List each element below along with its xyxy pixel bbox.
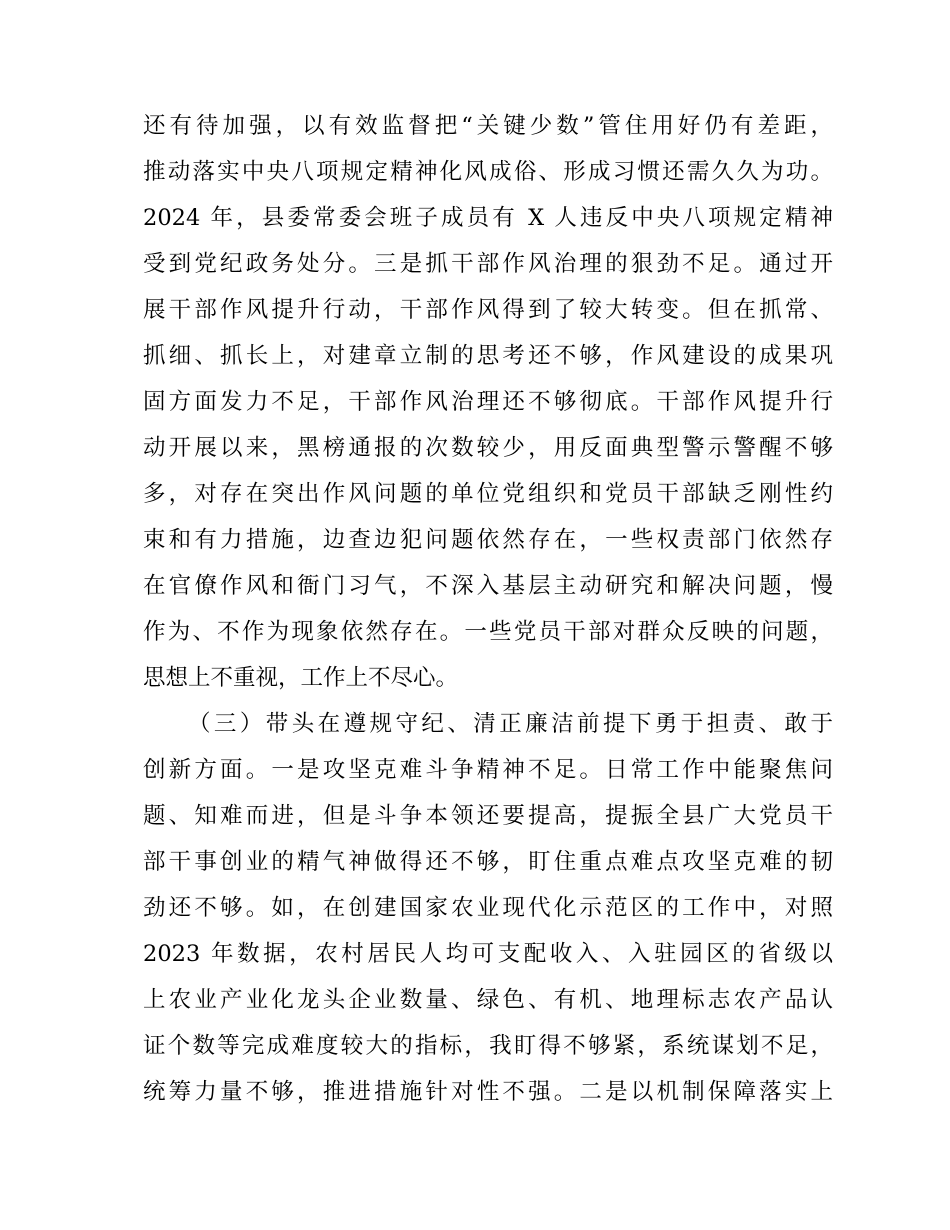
text-line: 受到党纪政务处分。三是抓干部作风治理的狠劲不足。通过开	[143, 251, 833, 277]
text-line: 作为、不作为现象依然存在。一些党员干部对群众反映的问题，	[143, 619, 833, 645]
text-line: 多，对存在突出作风问题的单位党组织和党员干部缺乏刚性约	[143, 481, 833, 507]
text-line: 束和有力措施，边查边犯问题依然存在，一些权责部门依然存	[143, 527, 833, 553]
text-line: 推动落实中央八项规定精神化风成俗、形成习惯还需久久为功。	[143, 159, 833, 185]
text-line: 题、知难而进，但是斗争本领还要提高，提振全县广大党员干	[143, 803, 833, 829]
text-line: 劲还不够。如，在创建国家农业现代化示范区的工作中，对照	[143, 895, 833, 921]
text-line: 证个数等完成难度较大的指标，我盯得不够紧，系统谋划不足，	[143, 1033, 833, 1059]
text-line: 还有待加强，以有效监督把“关键少数”管住用好仍有差距，	[143, 113, 833, 139]
text-line: 统筹力量不够，推进措施针对性不强。二是以机制保障落实上	[143, 1079, 833, 1105]
text-line: 2024 年，县委常委会班子成员有 X 人违反中央八项规定精神	[143, 205, 833, 231]
section-heading-line: （三）带头在遵规守纪、清正廉洁前提下勇于担责、敢于	[188, 711, 833, 737]
text-line: 固方面发力不足，干部作风治理还不够彻底。干部作风提升行	[143, 389, 833, 415]
text-line: 展干部作风提升行动，干部作风得到了较大转变。但在抓常、	[143, 297, 833, 323]
text-line: 2023 年数据，农村居民人均可支配收入、入驻园区的省级以	[143, 941, 833, 967]
text-line: 上农业产业化龙头企业数量、绿色、有机、地理标志农产品认	[143, 987, 833, 1013]
text-line: 在官僚作风和衙门习气，不深入基层主动研究和解决问题，慢	[143, 573, 833, 599]
text-line: 部干事创业的精气神做得还不够，盯住重点难点攻坚克难的韧	[143, 849, 833, 875]
text-line: 思想上不重视，工作上不尽心。	[143, 665, 459, 691]
text-line: 动开展以来，黑榜通报的次数较少，用反面典型警示警醒不够	[143, 435, 833, 461]
text-line: 创新方面。一是攻坚克难斗争精神不足。日常工作中能聚焦问	[143, 757, 833, 783]
text-line: 抓细、抓长上，对建章立制的思考还不够，作风建设的成果巩	[143, 343, 833, 369]
